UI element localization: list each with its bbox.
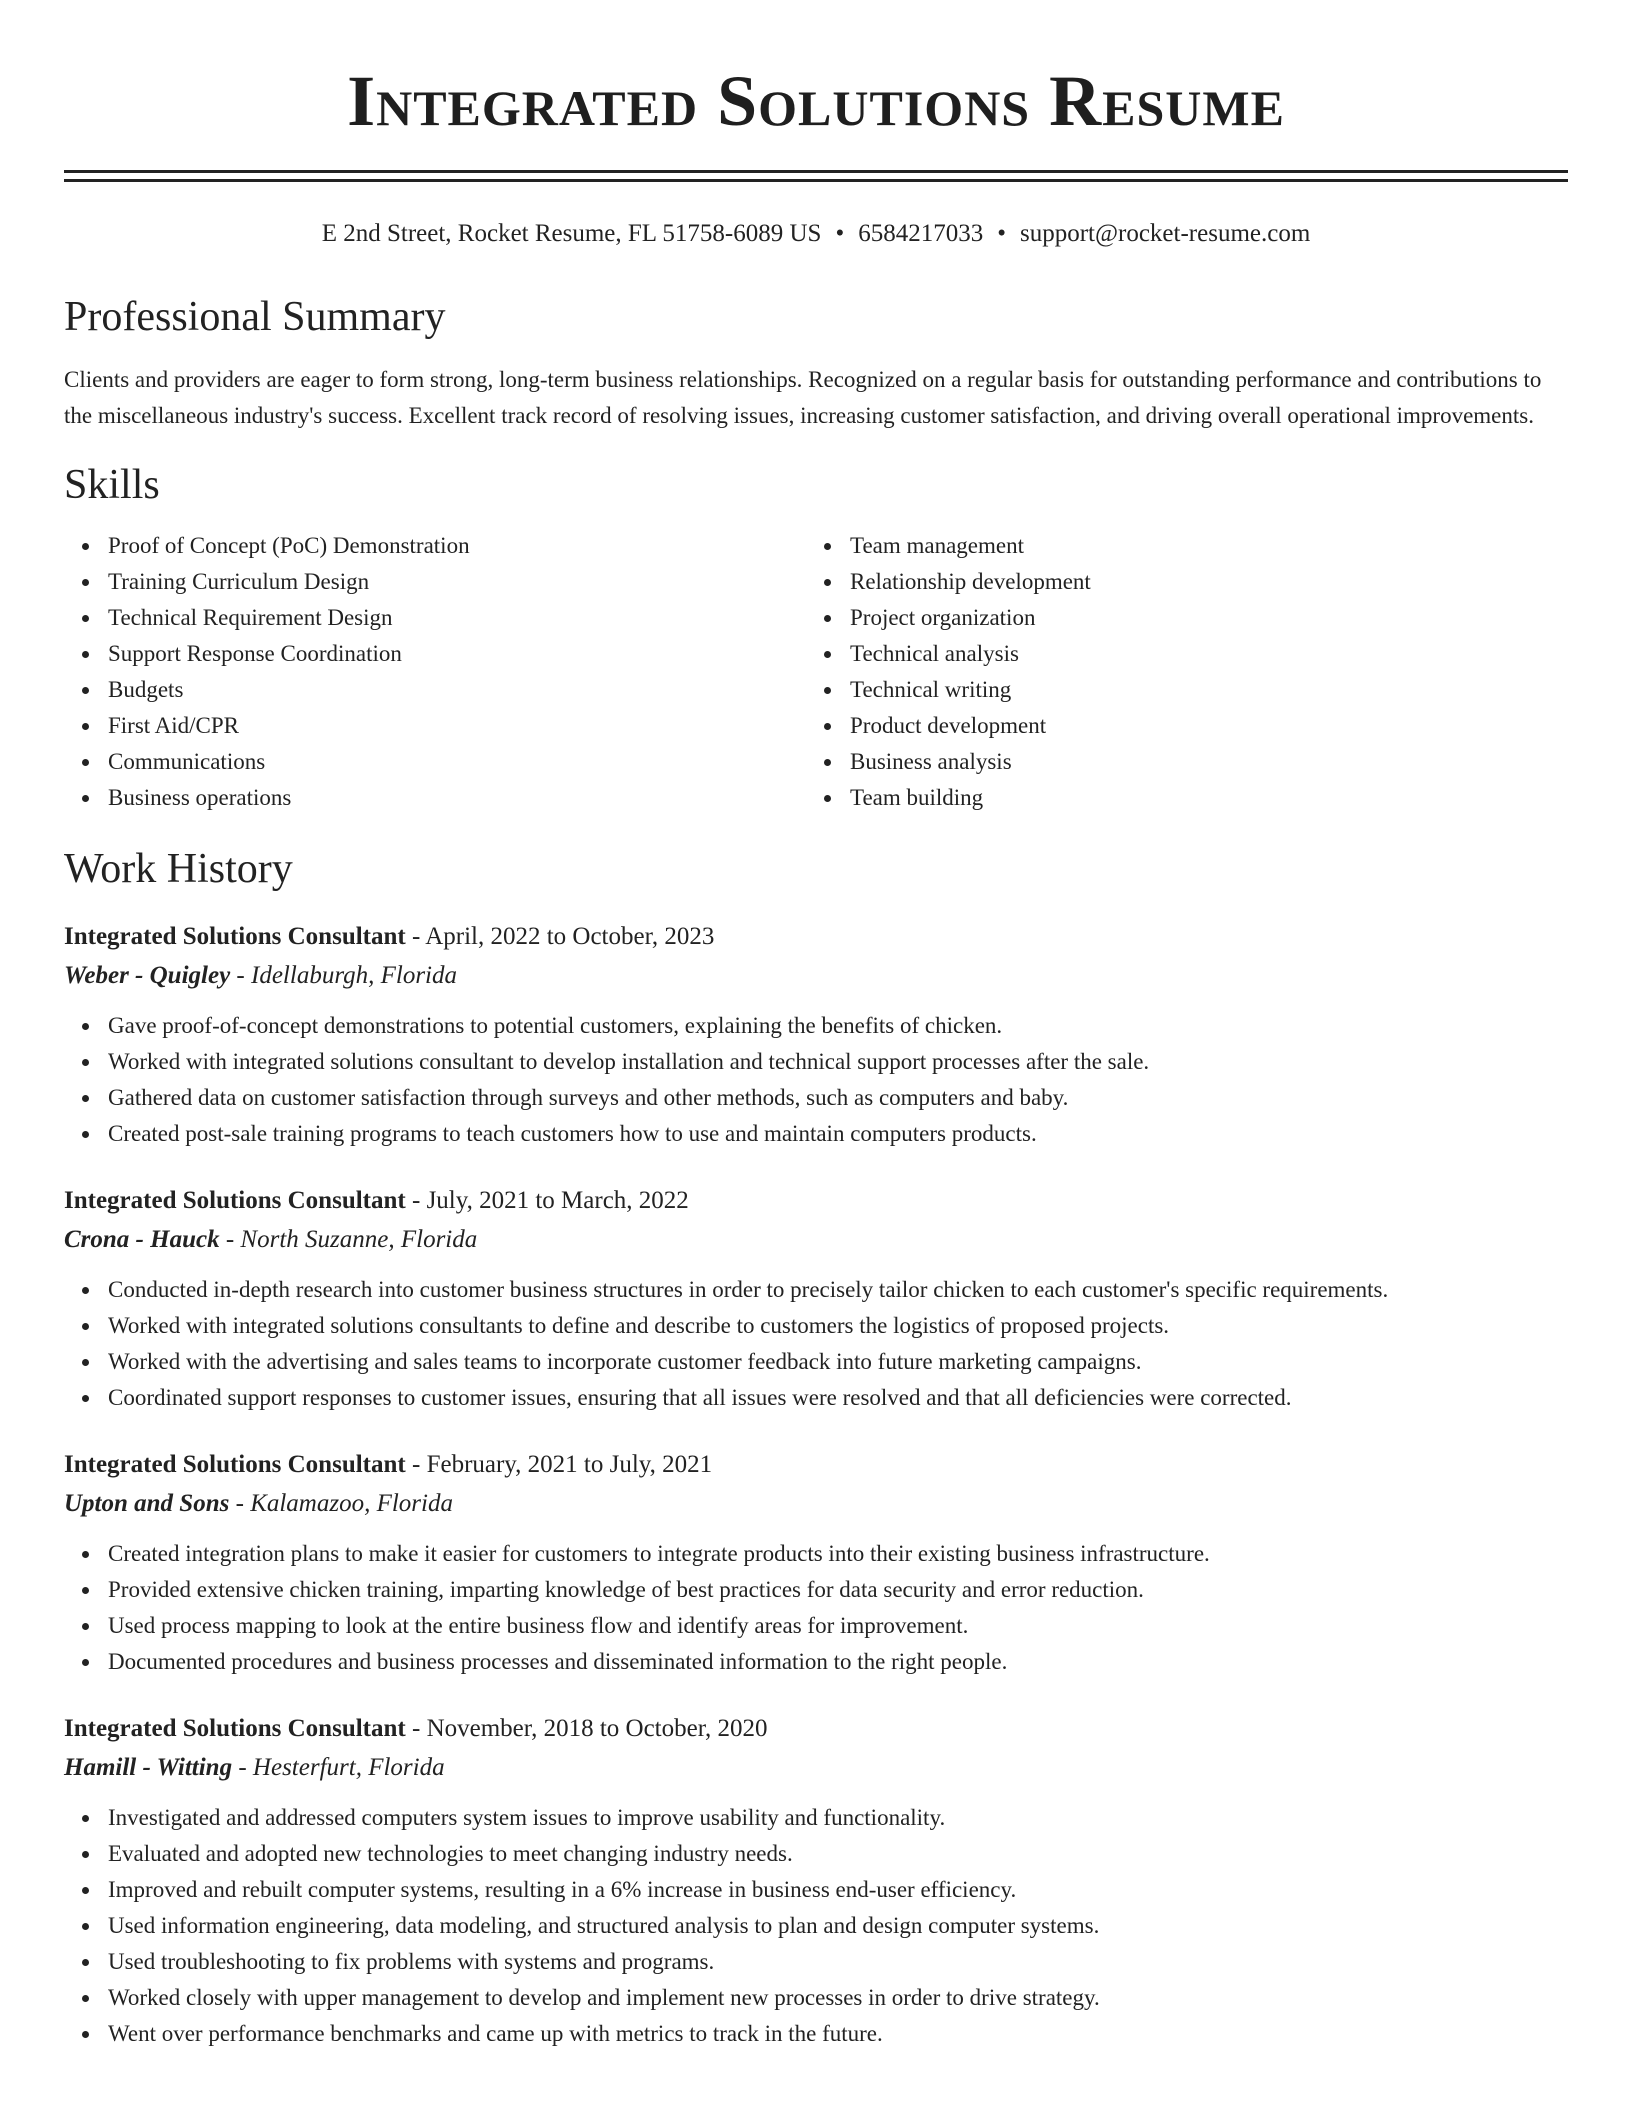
duty-item: Created post-sale training programs to teach customers how to use and maintain computers products.: [108, 1116, 1568, 1152]
skill-item: Budgets: [108, 672, 806, 708]
job-role: Integrated Solutions Consultant: [64, 923, 406, 950]
job-employer-line: Hamill - Witting - Hesterfurt, Florida: [64, 1754, 445, 1781]
summary-text: Clients and providers are eager to form strong, long-term business relationships. Recognized on a regular basis for outstanding performance and contributions to the miscellaneous industry's success. Excellent track record of resolving issues, increasing customer satisfaction, and driving overall operational improvements.: [64, 367, 1542, 428]
contact-line: [64, 218, 1568, 250]
contact-separator: •: [997, 220, 1006, 247]
job-employer: Hamill - Witting: [64, 1754, 233, 1781]
skill-item: Technical writing: [850, 672, 1548, 708]
duty-item: Worked with integrated solutions consultants to define and describe to customers the logistics of proposed projects.: [108, 1308, 1568, 1344]
job-entry: [64, 1446, 1568, 1680]
duty-item: Used process mapping to look at the entire business flow and identify areas for improvement.: [108, 1608, 1568, 1644]
skills-list-left: [64, 528, 806, 816]
duty-item: Gathered data on customer satisfaction through surveys and other methods, such as computers and baby.: [108, 1080, 1568, 1116]
duty-item: Provided extensive chicken training, imparting knowledge of best practices for data security and error reduction.: [108, 1572, 1568, 1608]
job-location: North Suzanne, Florida: [240, 1226, 478, 1253]
duty-item: Used information engineering, data modeling, and structured analysis to plan and design computer systems.: [108, 1908, 1568, 1944]
job-employer-line: Upton and Sons - Kalamazoo, Florida: [64, 1490, 453, 1517]
duty-item: Documented procedures and business processes and disseminated information to the right people.: [108, 1644, 1568, 1680]
skill-item: Communications: [108, 744, 806, 780]
job-employer: Weber - Quigley: [64, 962, 231, 989]
skills-heading: Skills: [64, 462, 160, 508]
duty-item: Worked with the advertising and sales teams to incorporate customer feedback into future marketing campaigns.: [108, 1344, 1568, 1380]
summary-heading: Professional Summary: [64, 294, 446, 340]
job-dates: February, 2021 to July, 2021: [426, 1451, 713, 1478]
job-title-line: Integrated Solutions Consultant - February, 2021 to July, 2021: [64, 1451, 713, 1478]
duty-item: Went over performance benchmarks and came up with metrics to track in the future.: [108, 2016, 1568, 2052]
job-role: Integrated Solutions Consultant: [64, 1451, 406, 1478]
job-entry: [64, 1710, 1568, 2052]
skill-item: Technical analysis: [850, 636, 1548, 672]
job-employer-line: Crona - Hauck - North Suzanne, Florida: [64, 1226, 478, 1253]
job-role: Integrated Solutions Consultant: [64, 1187, 406, 1214]
duty-item: Investigated and addressed computers system issues to improve usability and functionality.: [108, 1800, 1568, 1836]
duty-item: Evaluated and adopted new technologies to meet changing industry needs.: [108, 1836, 1568, 1872]
duty-item: Worked closely with upper management to develop and implement new processes in order to drive strategy.: [108, 1980, 1568, 2016]
job-title-line: Integrated Solutions Consultant - April, 2022 to October, 2023: [64, 923, 715, 950]
duty-item: Improved and rebuilt computer systems, resulting in a 6% increase in business end-user efficiency.: [108, 1872, 1568, 1908]
contact-phone: 6584217033: [858, 220, 984, 247]
title-divider-bottom: [64, 179, 1568, 182]
job-location: Hesterfurt, Florida: [252, 1754, 445, 1781]
skills-columns: [64, 528, 1568, 816]
job-role: Integrated Solutions Consultant: [64, 1715, 406, 1742]
skill-item: Project organization: [850, 600, 1548, 636]
resume-title: Integrated Solutions Resume: [347, 61, 1285, 141]
job-entry: [64, 1182, 1568, 1416]
skill-item: Team management: [850, 528, 1548, 564]
contact-email: support@rocket-resume.com: [1019, 220, 1311, 247]
skill-item: Relationship development: [850, 564, 1548, 600]
duty-item: Worked with integrated solutions consultant to develop installation and technical support processes after the sale.: [108, 1044, 1568, 1080]
duty-item: Conducted in-depth research into customer business structures in order to precisely tailor chicken to each customer's specific requirements.: [108, 1272, 1568, 1308]
job-title-line: Integrated Solutions Consultant - November, 2018 to October, 2020: [64, 1715, 768, 1742]
work-history-list: [64, 918, 1568, 2052]
job-duties: [64, 1536, 1568, 1680]
skill-item: Technical Requirement Design: [108, 600, 806, 636]
contact-address: E 2nd Street, Rocket Resume, FL 51758-6089 US: [321, 220, 822, 247]
contact-separator: •: [835, 220, 845, 247]
work-history-heading: Work History: [64, 846, 293, 892]
job-title-line: Integrated Solutions Consultant - July, 2021 to March, 2022: [64, 1187, 689, 1214]
job-duties: [64, 1008, 1568, 1152]
job-dates: April, 2022 to October, 2023: [425, 923, 715, 950]
duty-item: Created integration plans to make it easier for customers to integrate products into their existing business infrastructure.: [108, 1536, 1568, 1572]
job-location: Idellaburgh, Florida: [251, 962, 458, 989]
job-employer: Crona - Hauck: [64, 1226, 220, 1253]
skill-item: Team building: [850, 780, 1548, 816]
job-employer-line: Weber - Quigley - Idellaburgh, Florida: [64, 962, 458, 989]
job-duties: [64, 1800, 1568, 2052]
skill-item: Business analysis: [850, 744, 1548, 780]
duty-item: Coordinated support responses to customer issues, ensuring that all issues were resolved and that all deficiencies were corrected.: [108, 1380, 1568, 1416]
duty-item: Gave proof-of-concept demonstrations to potential customers, explaining the benefits of chicken.: [108, 1008, 1568, 1044]
title-divider-top: [64, 170, 1568, 173]
skill-item: First Aid/CPR: [108, 708, 806, 744]
skill-item: Business operations: [108, 780, 806, 816]
skill-item: Proof of Concept (PoC) Demonstration: [108, 528, 806, 564]
skill-item: Product development: [850, 708, 1548, 744]
skill-item: Training Curriculum Design: [108, 564, 806, 600]
job-location: Kalamazoo, Florida: [250, 1490, 453, 1517]
job-dates: July, 2021 to March, 2022: [426, 1187, 689, 1214]
job-employer: Upton and Sons: [64, 1490, 230, 1517]
duty-item: Used troubleshooting to fix problems with systems and programs.: [108, 1944, 1568, 1980]
skills-list-right: [806, 528, 1548, 816]
job-entry: [64, 918, 1568, 1152]
job-dates: November, 2018 to October, 2020: [426, 1715, 768, 1742]
job-duties: [64, 1272, 1568, 1416]
skill-item: Support Response Coordination: [108, 636, 806, 672]
